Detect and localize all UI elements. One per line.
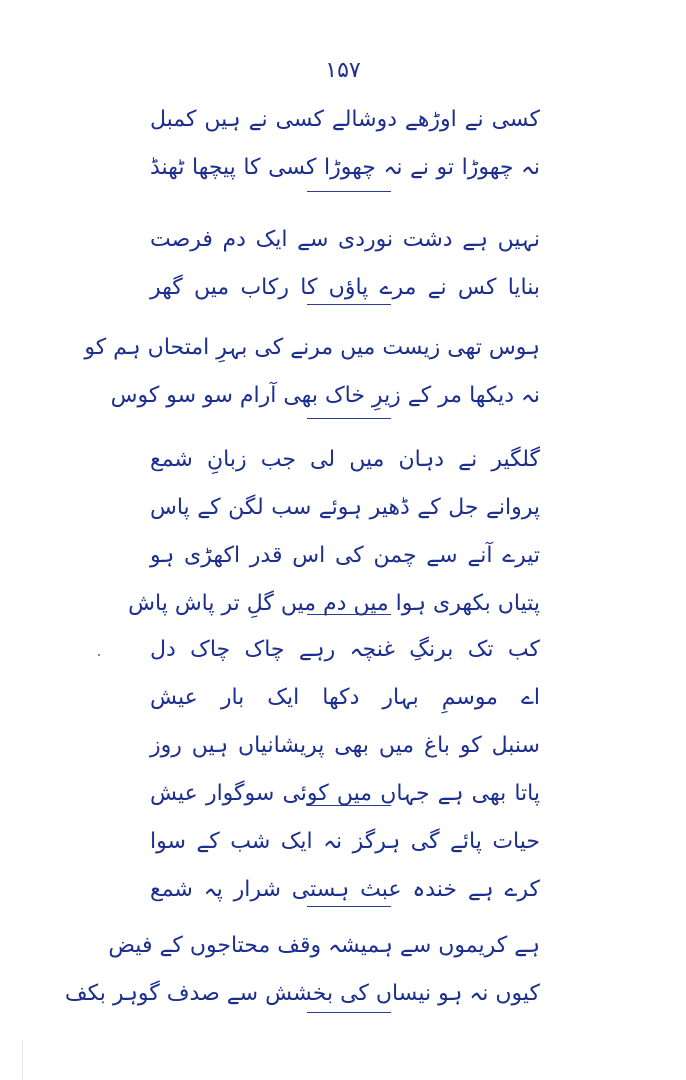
verse-line: ہوس تھی زیست میں مرنے کی بہرِ امتحاں ہم کو	[84, 335, 540, 360]
verse-line: پاتا بھی ہے جہاں میں کوئی سوگوار عیش	[150, 781, 540, 806]
stanza-divider	[307, 805, 391, 806]
stanza-4	[128, 436, 540, 628]
verse-line: کرے ہے خندہ عبث ہستی شرار پہ شمع	[150, 877, 540, 902]
verse-line: حیات پائے گی ہرگز نہ ایک شب کے سوا	[150, 829, 540, 854]
page-number: ۱۵۷	[325, 58, 361, 83]
stanza-6	[150, 818, 540, 914]
verse-line: اے موسمِ بہار دکھا ایک بار عیش	[150, 685, 540, 710]
verse-line: کب تک برنگِ غنچہ رہے چاک چاک دل	[150, 637, 540, 662]
stanza-divider	[307, 906, 391, 907]
verse-line: کسی نے اوڑھے دوشالے کسی نے ہیں کمبل	[150, 107, 540, 132]
verse-line: ہے کریموں سے ہمیشہ وقف محتاجوں کے فیض	[108, 933, 540, 958]
stanza-divider	[307, 418, 391, 419]
verse-line: تیرے آنے سے چمن کی اس قدر اکھڑی ہو	[150, 543, 540, 568]
stanza-7	[64, 922, 540, 1018]
stanza-1	[150, 96, 540, 192]
stanza-divider	[307, 1012, 391, 1013]
stanza-divider	[307, 614, 391, 615]
verse-line: نہ چھوڑا تو نے نہ چھوڑا کسی کا پیچھا ٹھنڈ	[150, 155, 540, 180]
stanza-3	[84, 324, 540, 420]
verse-line: گلگیر نے دہان میں لی جب زبانِ شمع	[150, 447, 540, 472]
verse-line: بنایا کس نے مرے پاؤں کا رکاب میں گھر	[150, 275, 540, 300]
stanza-divider	[307, 304, 391, 305]
verse-line: پروانے جل کے ڈھیر ہوئے سب لگن کے پاس	[150, 495, 540, 520]
verse-line: نہیں ہے دشت نوردی سے ایک دم فرصت	[150, 227, 540, 252]
stanza-2	[150, 216, 540, 312]
scan-edge-mark	[22, 1040, 23, 1080]
scan-speck	[98, 654, 100, 656]
verse-line: پتیاں بکھری ہوا میں دم میں گلِ تر پاش پاش	[128, 591, 540, 616]
stanza-5	[150, 626, 540, 818]
verse-line: نہ دیکھا مر کے زیرِ خاک بھی آرام سو سو کوس	[110, 383, 540, 408]
stanza-divider	[307, 191, 391, 192]
verse-line: سنبل کو باغ میں بھی پریشانیاں ہیں روز	[150, 733, 540, 758]
verse-line: کیوں نہ ہو نیساں کی بخشش سے صدف گوہر بکف	[64, 981, 540, 1006]
